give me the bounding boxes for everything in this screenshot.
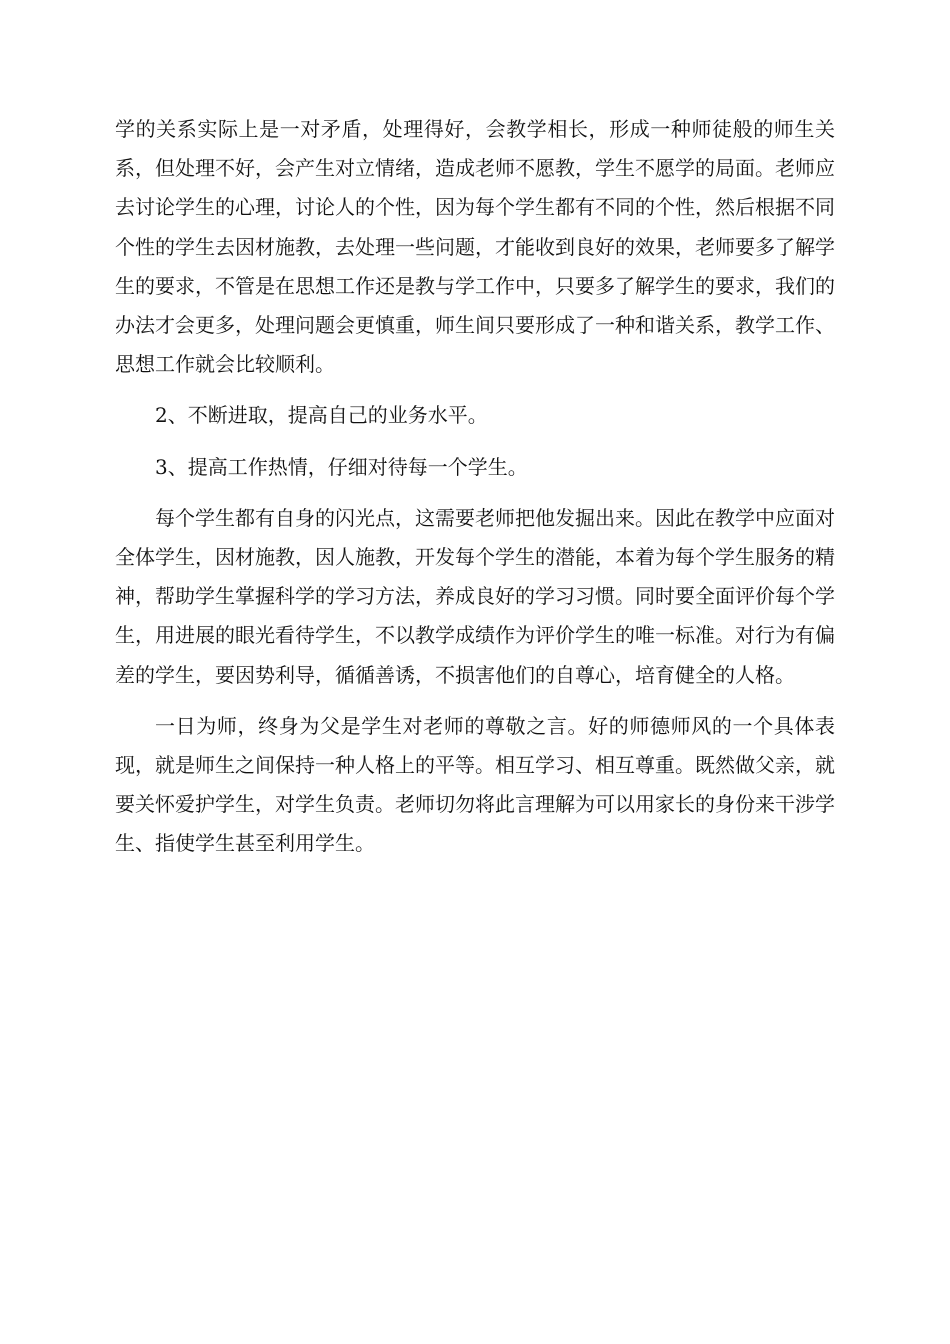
paragraph-item-3: 3、提高工作热情，仔细对待每一个学生。 (155, 454, 528, 479)
paragraph-students: 每个学生都有自身的闪光点，这需要老师把他发掘出来。因此在教学中应面对全体学生，因材施教，因人施教，开发每个学生的潜能，本着为每个学生服务的精神，帮助学生掌握科学的学习方法，养成良好的学习习惯。同时要全面评价每个学生，用进展的眼光看待学生，不以教学成绩作为评价学生的唯一标准。对行为有偏差的学生，要因势利导，循循善诱，不损害他们的自尊心，培育健全的人格。 (115, 505, 835, 687)
paragraph-item-2: 2、不断进取，提高自己的业务水平。 (155, 403, 488, 428)
paragraph-continued: 学的关系实际上是一对矛盾，处理得好，会教学相长，形成一种师徒般的师生关系，但处理不好，会产生对立情绪，造成老师不愿教，学生不愿学的局面。老师应去讨论学生的心理，讨论人的个性，因为每个学生都有不同的个性，然后根据不同个性的学生去因材施教，去处理一些问题，才能收到良好的效果，老师要多了解学生的要求，不管是在思想工作还是教与学工作中，只要多了解学生的要求，我们的办法才会更多，处理问题会更慎重，师生间只要形成了一种和谐关系，教学工作、思想工作就会比较顺利。 (115, 117, 835, 377)
paragraph-teacher-father: 一日为师，终身为父是学生对老师的尊敬之言。好的师德师风的一个具体表现，就是师生之间保持一种人格上的平等。相互学习、相互尊重。既然做父亲，就要关怀爱护学生，对学生负责。老师切勿将此言理解为可以用家长的身份来干涉学生、指使学生甚至利用学生。 (115, 713, 835, 856)
document-body (115, 110, 835, 864)
